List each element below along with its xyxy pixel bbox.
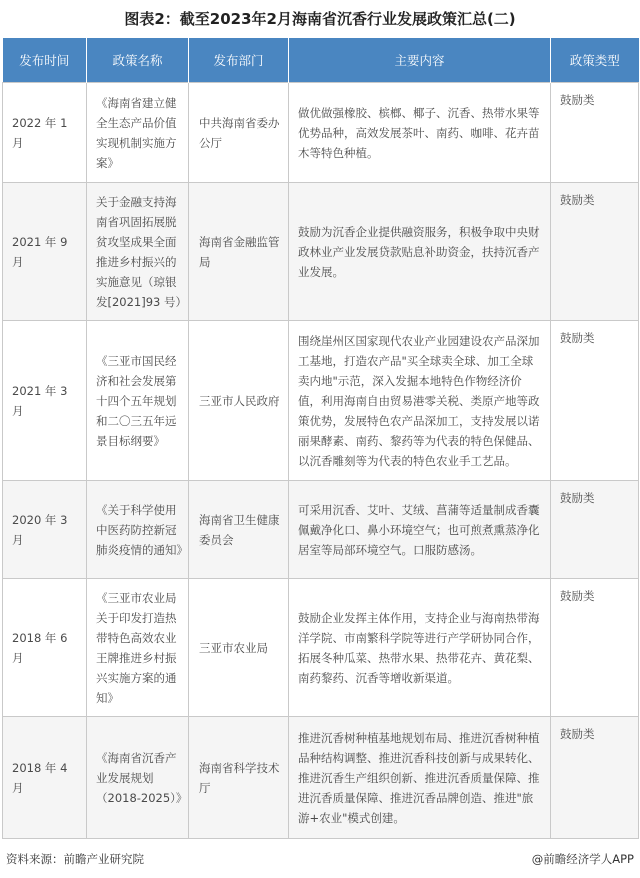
header-time: 发布时间 (3, 38, 87, 83)
cell-content: 可采用沉香、艾叶、艾绒、菖蒲等适量制成香囊佩戴净化口、鼻小环境空气；也可煎煮熏蒸净化居室等局部环境空气。口服防感汤。 (289, 481, 551, 579)
cell-time: 2020 年 3 月 (3, 481, 87, 579)
policy-table (2, 38, 639, 839)
cell-content: 做优做强橡胶、槟榔、椰子、沉香、热带水果等优势品种，高效发展茶叶、南药、咖啡、花卉苗木等特色种植。 (289, 83, 551, 183)
footer (6, 848, 634, 870)
cell-type: 鼓励类 (551, 481, 639, 579)
cell-dept: 海南省卫生健康委员会 (189, 481, 289, 579)
cell-name: 《三亚市国民经济和社会发展第十四个五年规划和二〇三五年远景目标纲要》 (87, 321, 189, 481)
cell-time: 2018 年 4 月 (3, 717, 87, 839)
header-dept: 发布部门 (189, 38, 289, 83)
header-content: 主要内容 (289, 38, 551, 83)
cell-content: 鼓励企业发挥主体作用，支持企业与海南热带海洋学院、市南繁科学院等进行产学研协同合作，拓展冬种瓜菜、热带水果、热带花卉、黄花梨、南药黎药、沉香等增收新渠道。 (289, 579, 551, 717)
cell-dept: 海南省金融监管局 (189, 183, 289, 321)
cell-dept: 海南省科学技术厅 (189, 717, 289, 839)
cell-time: 2018 年 6 月 (3, 579, 87, 717)
cell-dept: 三亚市农业局 (189, 579, 289, 717)
table-row (3, 579, 639, 717)
figure-title: 图表2：截至2023年2月海南省沉香行业发展政策汇总(二) (124, 10, 516, 28)
header-name: 政策名称 (87, 38, 189, 83)
cell-content: 鼓励为沉香企业提供融资服务，积极争取中央财政林业产业发展贷款贴息补助资金，扶持沉香产业发展。 (289, 183, 551, 321)
table-row (3, 481, 639, 579)
table-header-row (3, 38, 639, 83)
table-row (3, 83, 639, 183)
cell-name: 《海南省建立健全生态产品价值实现机制实施方案》 (87, 83, 189, 183)
cell-time: 2021 年 9 月 (3, 183, 87, 321)
source-note: 资料来源：前瞻产业研究院 (6, 852, 144, 866)
cell-time: 2021 年 3 月 (3, 321, 87, 481)
table-row (3, 183, 639, 321)
cell-type: 鼓励类 (551, 579, 639, 717)
cell-name: 《三亚市农业局关于印发打造热带特色高效农业王牌推进乡村振兴实施方案的通知》 (87, 579, 189, 717)
cell-name: 《关于科学使用中医药防控新冠肺炎疫情的通知》 (87, 481, 189, 579)
cell-name: 《海南省沉香产业发展规划（2018-2025）》 (87, 717, 189, 839)
cell-time: 2022 年 1 月 (3, 83, 87, 183)
cell-type: 鼓励类 (551, 183, 639, 321)
header-type: 政策类型 (551, 38, 639, 83)
cell-content: 推进沉香树种植基地规划布局、推进沉香树种植品种结构调整、推进沉香科技创新与成果转化、推进沉香生产组织创新、推进沉香质量保障、推进沉香质量保障、推进沉香品牌创造、推进"旅游+农业"模式创建。 (289, 717, 551, 839)
table-row (3, 321, 639, 481)
cell-type: 鼓励类 (551, 321, 639, 481)
cell-dept: 中共海南省委办公厅 (189, 83, 289, 183)
cell-content: 围绕崖州区国家现代农业产业园建设农产品深加工基地，打造农产品"买全球卖全球、加工全球卖内地"示范，深入发掘本地特色作物经济价值，利用海南自由贸易港零关税、类原产地等政策优势，发展特色农产品深加工，支持发展以诺丽果酵素、南药、黎药等为代表的特色保健品、以沉香雕刻等为代表的特色农业手工艺品。 (289, 321, 551, 481)
cell-type: 鼓励类 (551, 717, 639, 839)
cell-name: 关于金融支持海南省巩固拓展脱贫攻坚成果全面推进乡村振兴的实施意见（琼银发[2021]93 号） (87, 183, 189, 321)
cell-type: 鼓励类 (551, 83, 639, 183)
table-row (3, 717, 639, 839)
app-credit: @前瞻经济学人APP (531, 852, 634, 866)
cell-dept: 三亚市人民政府 (189, 321, 289, 481)
